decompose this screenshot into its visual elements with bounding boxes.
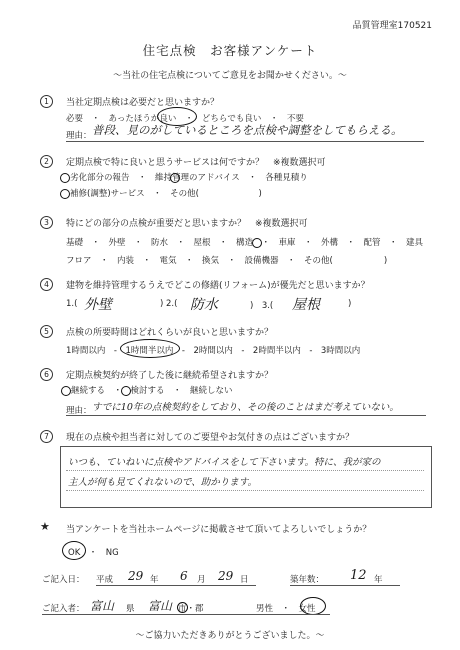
entry-date-label: ご記入日： [42, 575, 85, 585]
question-6-reason-label: 理由： [66, 406, 92, 416]
question-number-1: 1 [40, 95, 53, 108]
date-underline [96, 585, 256, 586]
comment-guide-line [66, 490, 424, 491]
selected-answer-circle [62, 541, 86, 560]
priority-1-answer: 外壁 [84, 297, 112, 313]
question-7-text: 現在の点検や担当者に対してのご要望やお気付きの点はございますか？ [66, 433, 355, 443]
priority-2-label: ) 2.( [160, 299, 178, 309]
selected-answer-circle [300, 597, 326, 615]
question-3-options-row-1: 基礎 ・ 外壁 ・ 防水 ・ 屋根 ・ 構造 ・ 車庫 ・ 外構 ・ 配管 ・ 建具 [66, 238, 424, 248]
question-number-2: 2 [40, 155, 53, 168]
page-title: 住宅点検 お客様アンケート [142, 43, 318, 58]
selected-option-marker [252, 238, 262, 248]
question-3-text: 特にどの部分の点検が重要だと思いますか？ ※複数選択可 [66, 219, 308, 229]
age-underline [290, 585, 400, 586]
selected-option-marker [60, 189, 70, 199]
gender-options: 男性 ・ 女性 [256, 604, 316, 614]
question-2-options-row-2: 補修(調整)サービス ・ その他( ) [70, 189, 262, 199]
entry-month-value: 6 [180, 569, 188, 583]
document-id: 品質管理室170521 [352, 21, 432, 31]
building-age-value: 12 [350, 568, 367, 583]
selected-option-marker [121, 386, 131, 396]
question-2-text: 定期点検で特に良いと思うサービスは何ですか？ ※複数選択可 [66, 158, 326, 168]
priority-3-answer: 屋根 [292, 297, 320, 313]
answer-underline [66, 415, 426, 416]
priority-3-label: ) 3.( [250, 301, 274, 311]
question-2-options-row-1: 劣化部分の報告 ・ 維持管理のアドバイス ・ 各種見積り [70, 173, 308, 183]
entry-day-value: 29 [218, 569, 234, 583]
comment-guide-line [66, 470, 424, 471]
selected-option-marker [60, 173, 70, 183]
selected-option-marker [61, 386, 71, 396]
question-1-text: 当社定期点検は必要だと思いますか？ [66, 98, 220, 108]
selected-option-marker [170, 173, 180, 183]
priority-3-close: ) [348, 299, 352, 309]
page-subtitle: ～当社の住宅点検についてご意見をお聞かせください。～ [113, 71, 347, 81]
selected-answer-circle [120, 339, 180, 358]
building-age-unit: 年 [374, 575, 383, 585]
question-number-5: 5 [40, 325, 53, 338]
question-4-text: 建物を維持管理するうえでどこの修繕(リフォーム)が優先だと思いますか？ [66, 281, 370, 291]
question-6-options: 継続する ・ 検討する ・ 継続しない [71, 386, 233, 396]
comment-line-1: いつも、ていねいに点検やアドバイスをして下さいます。特に、我が家の [68, 457, 381, 468]
entry-year-value: 29 [128, 569, 144, 583]
question-1-options: 必要 ・ あったほうが良い ・ どちらでも良い ・ 不要 [66, 114, 304, 124]
entrant-city: 富山 [148, 599, 173, 613]
building-age-label: 築年数： [290, 575, 325, 585]
star-icon: ★ [40, 520, 50, 533]
priority-2-answer: 防水 [190, 297, 218, 313]
priority-1-label: 1.( [66, 299, 78, 309]
question-3-options-row-2: フロア ・ 内装 ・ 電気 ・ 換気 ・ 設備機器 ・ その他( ) [66, 256, 388, 266]
question-8-options: OK ・ NG [68, 548, 119, 558]
entrant-underline [42, 614, 330, 615]
entrant-prefecture: 富山 [90, 599, 115, 613]
question-number-6: 6 [40, 368, 53, 381]
question-1-reason: 普段、見のがしているところを点検や調整をしてもらえる。 [92, 123, 403, 137]
entry-month-unit: 月 [197, 575, 206, 585]
entrant-label: ご記入者： [42, 604, 85, 614]
question-6-text: 定期点検契約が終了した後に継続希望されますか？ [66, 371, 274, 381]
entrant-prefecture-unit: 県 [126, 604, 135, 614]
entry-era: 平成 [96, 575, 114, 585]
question-5-options: 1時間以内 - 1時間半以内 - 2時間以内 - 2時間半以内 - 3時間以内 [66, 346, 361, 356]
entry-day-unit: 日 [240, 575, 249, 585]
entry-year-unit: 年 [150, 575, 159, 585]
question-number-7: 7 [40, 430, 53, 443]
question-1-reason-label: 理由： [66, 131, 92, 141]
question-number-4: 4 [40, 278, 53, 291]
question-6-reason: すでに10年の点検契約をしており、その後のことはまだ考えていない。 [92, 402, 399, 413]
question-8-text: 当アンケートを当社ホームページに掲載させて頂いてよろしいでしょうか？ [66, 525, 372, 535]
answer-underline [66, 141, 424, 142]
selected-option-marker [177, 602, 188, 613]
comment-line-2: 主人が何も見てくれないので、助かります。 [68, 477, 258, 488]
closing-message: ～ご協力いただきありがとうございました。～ [135, 631, 325, 641]
question-number-3: 3 [40, 216, 53, 229]
entrant-city-unit: 市・郡 [178, 604, 204, 614]
question-5-text: 点検の所要時間はどれくらいが良いと思いますか？ [66, 328, 274, 338]
